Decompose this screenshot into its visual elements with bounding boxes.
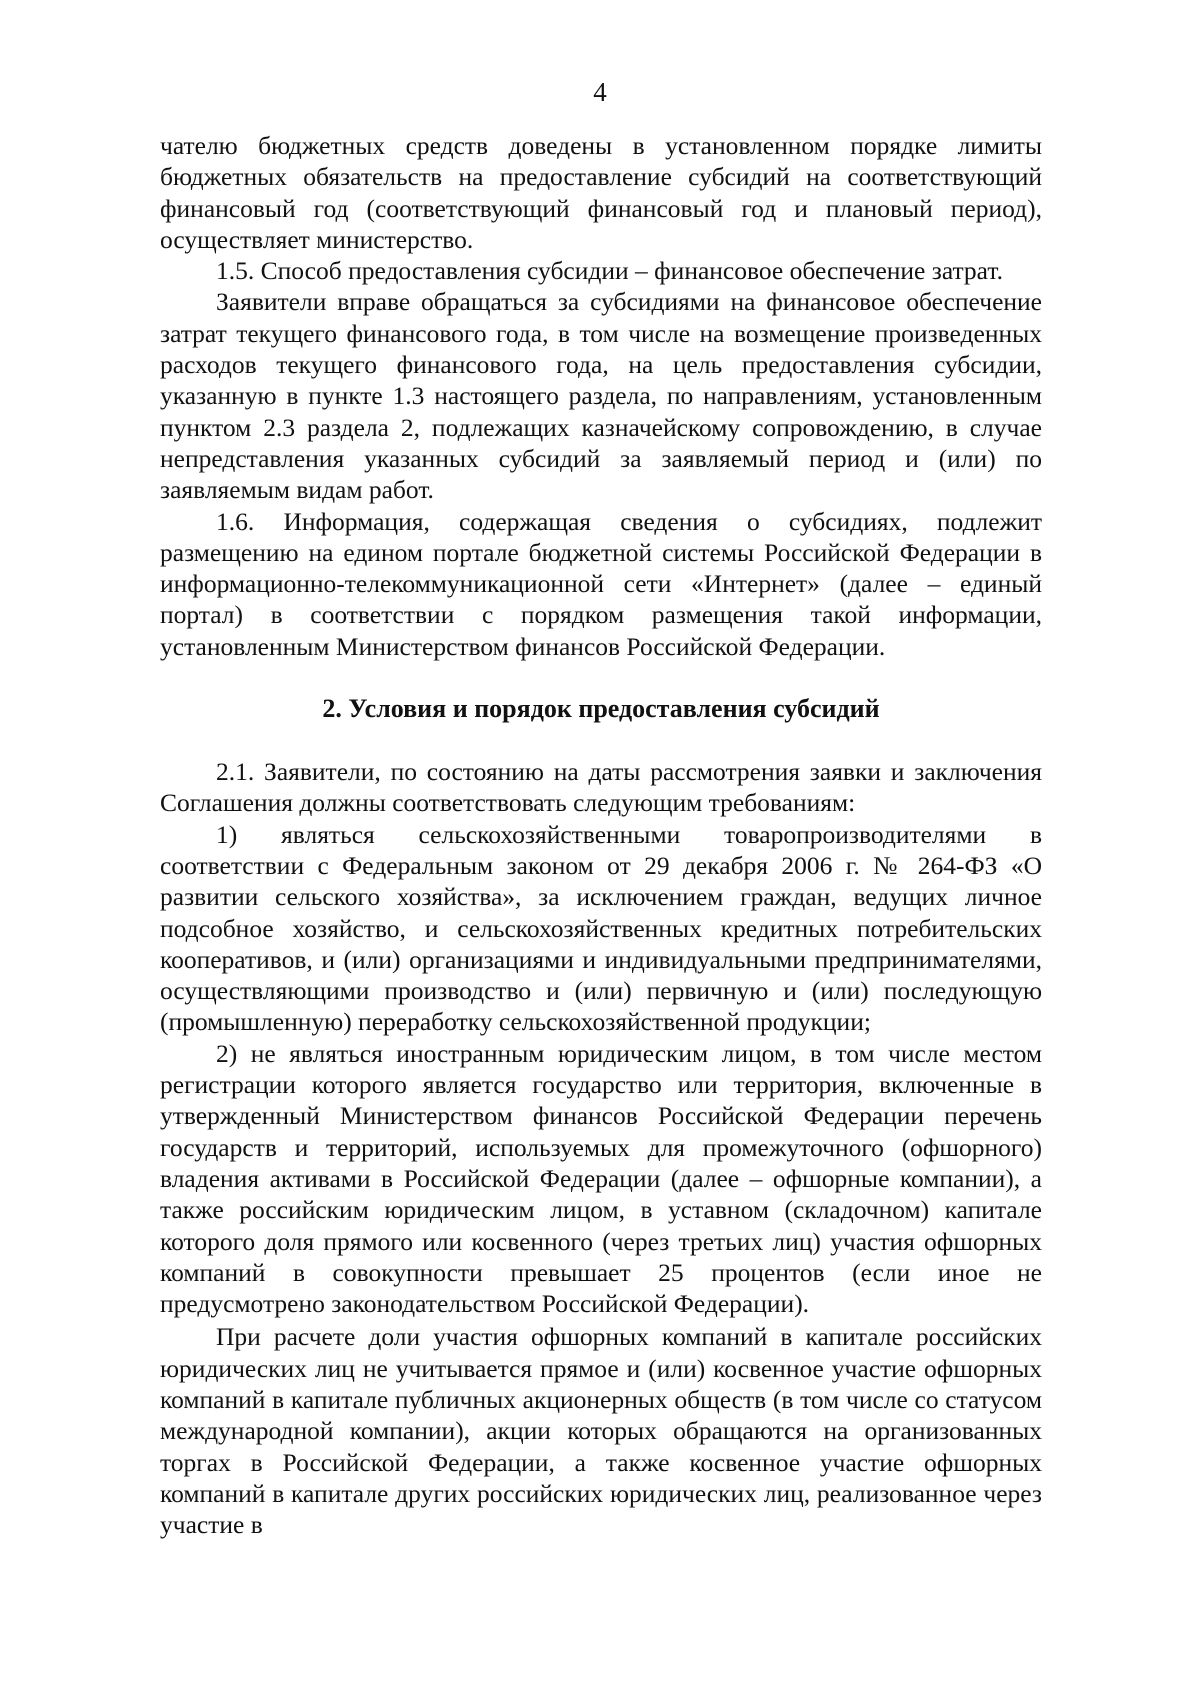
paragraph-1-5: 1.5. Способ предоставления субсидии – финансовое обеспечение затрат. bbox=[216, 256, 1003, 286]
paragraph-1-6: 1.6. Информация, содержащая сведения о субсидиях, подлежит размещению на едином портале бюджетной системы Российской Федерации в информационно-телекоммуникационной сети «Интернет» (далее – единый портал) в соответствии с порядком размещения такой информации, установленным Министерством финансов Российской Федерации. bbox=[160, 506, 1042, 661]
list-item-2: 2) не являться иностранным юридическим лицом, в том числе местом регистрации которого является государство или территория, включенные в утвержденный Министерством финансов Российской Федерации перечень государств и территорий, используемых для промежуточного (офшорного) владения активами в Российской Федерации (далее – офшорные компании), а также российским юридическим лицом, в уставном (складочном) капитале которого доля прямого или косвенного (через третьих лиц) участия офшорных компаний в совокупности превышает 25 процентов (если иное не предусмотрено законодательством Российской Федерации). bbox=[160, 1038, 1042, 1319]
page-number: 4 bbox=[593, 77, 607, 107]
paragraph-continuation: чателю бюджетных средств доведены в установленном порядке лимиты бюджетных обязательств на предоставление субсидий на соответствующий финансовый год (соответствующий финансовый год и плановый период), осуществляет министерство. bbox=[160, 131, 1042, 254]
paragraph-2-1: 2.1. Заявители, по состоянию на даты рассмотрения заявки и заключения Соглашения должны соответствовать следующим требованиям: bbox=[160, 757, 1042, 818]
section-heading: 2. Условия и порядок предоставления субсидий bbox=[322, 694, 880, 724]
document-body bbox=[160, 130, 1042, 1540]
paragraph-offshore-calculation: При расчете доли участия офшорных компаний в капитале российских юридических лиц не учитывается прямое и (или) косвенное участие офшорных компаний в капитале публичных акционерных обществ (в том числе со статусом международной компании), акции которых обращаются на организованных торгах в Российской Федерации, а также косвенное участие офшорных компаний в капитале других российских юридических лиц, реализованное через участие в bbox=[160, 1322, 1042, 1540]
paragraph-applicants-rights: Заявители вправе обращаться за субсидиями на финансовое обеспечение затрат текущего финансового года, в том числе на возмещение произведенных расходов текущего финансового года, на цель предоставления субсидии, указанную в пункте 1.3 настоящего раздела, по направлениям, установленным пунктом 2.3 раздела 2, подлежащих казначейскому сопровождению, в случае непредставления указанных субсидий за заявляемый период и (или) по заявляемым видам работ. bbox=[160, 287, 1042, 505]
list-item-1: 1) являться сельскохозяйственными товаропроизводителями в соответствии с Федеральным законом от 29 декабря 2006 г. № 264-ФЗ «О развитии сельского хозяйства», за исключением граждан, ведущих личное подсобное хозяйство, и сельскохозяйственных кредитных потребительских кооперативов, и (или) организациями и индивидуальными предпринимателями, осуществляющими производство и (или) первичную и (или) последующую (промышленную) переработку сельскохозяйственной продукции; bbox=[160, 819, 1042, 1037]
